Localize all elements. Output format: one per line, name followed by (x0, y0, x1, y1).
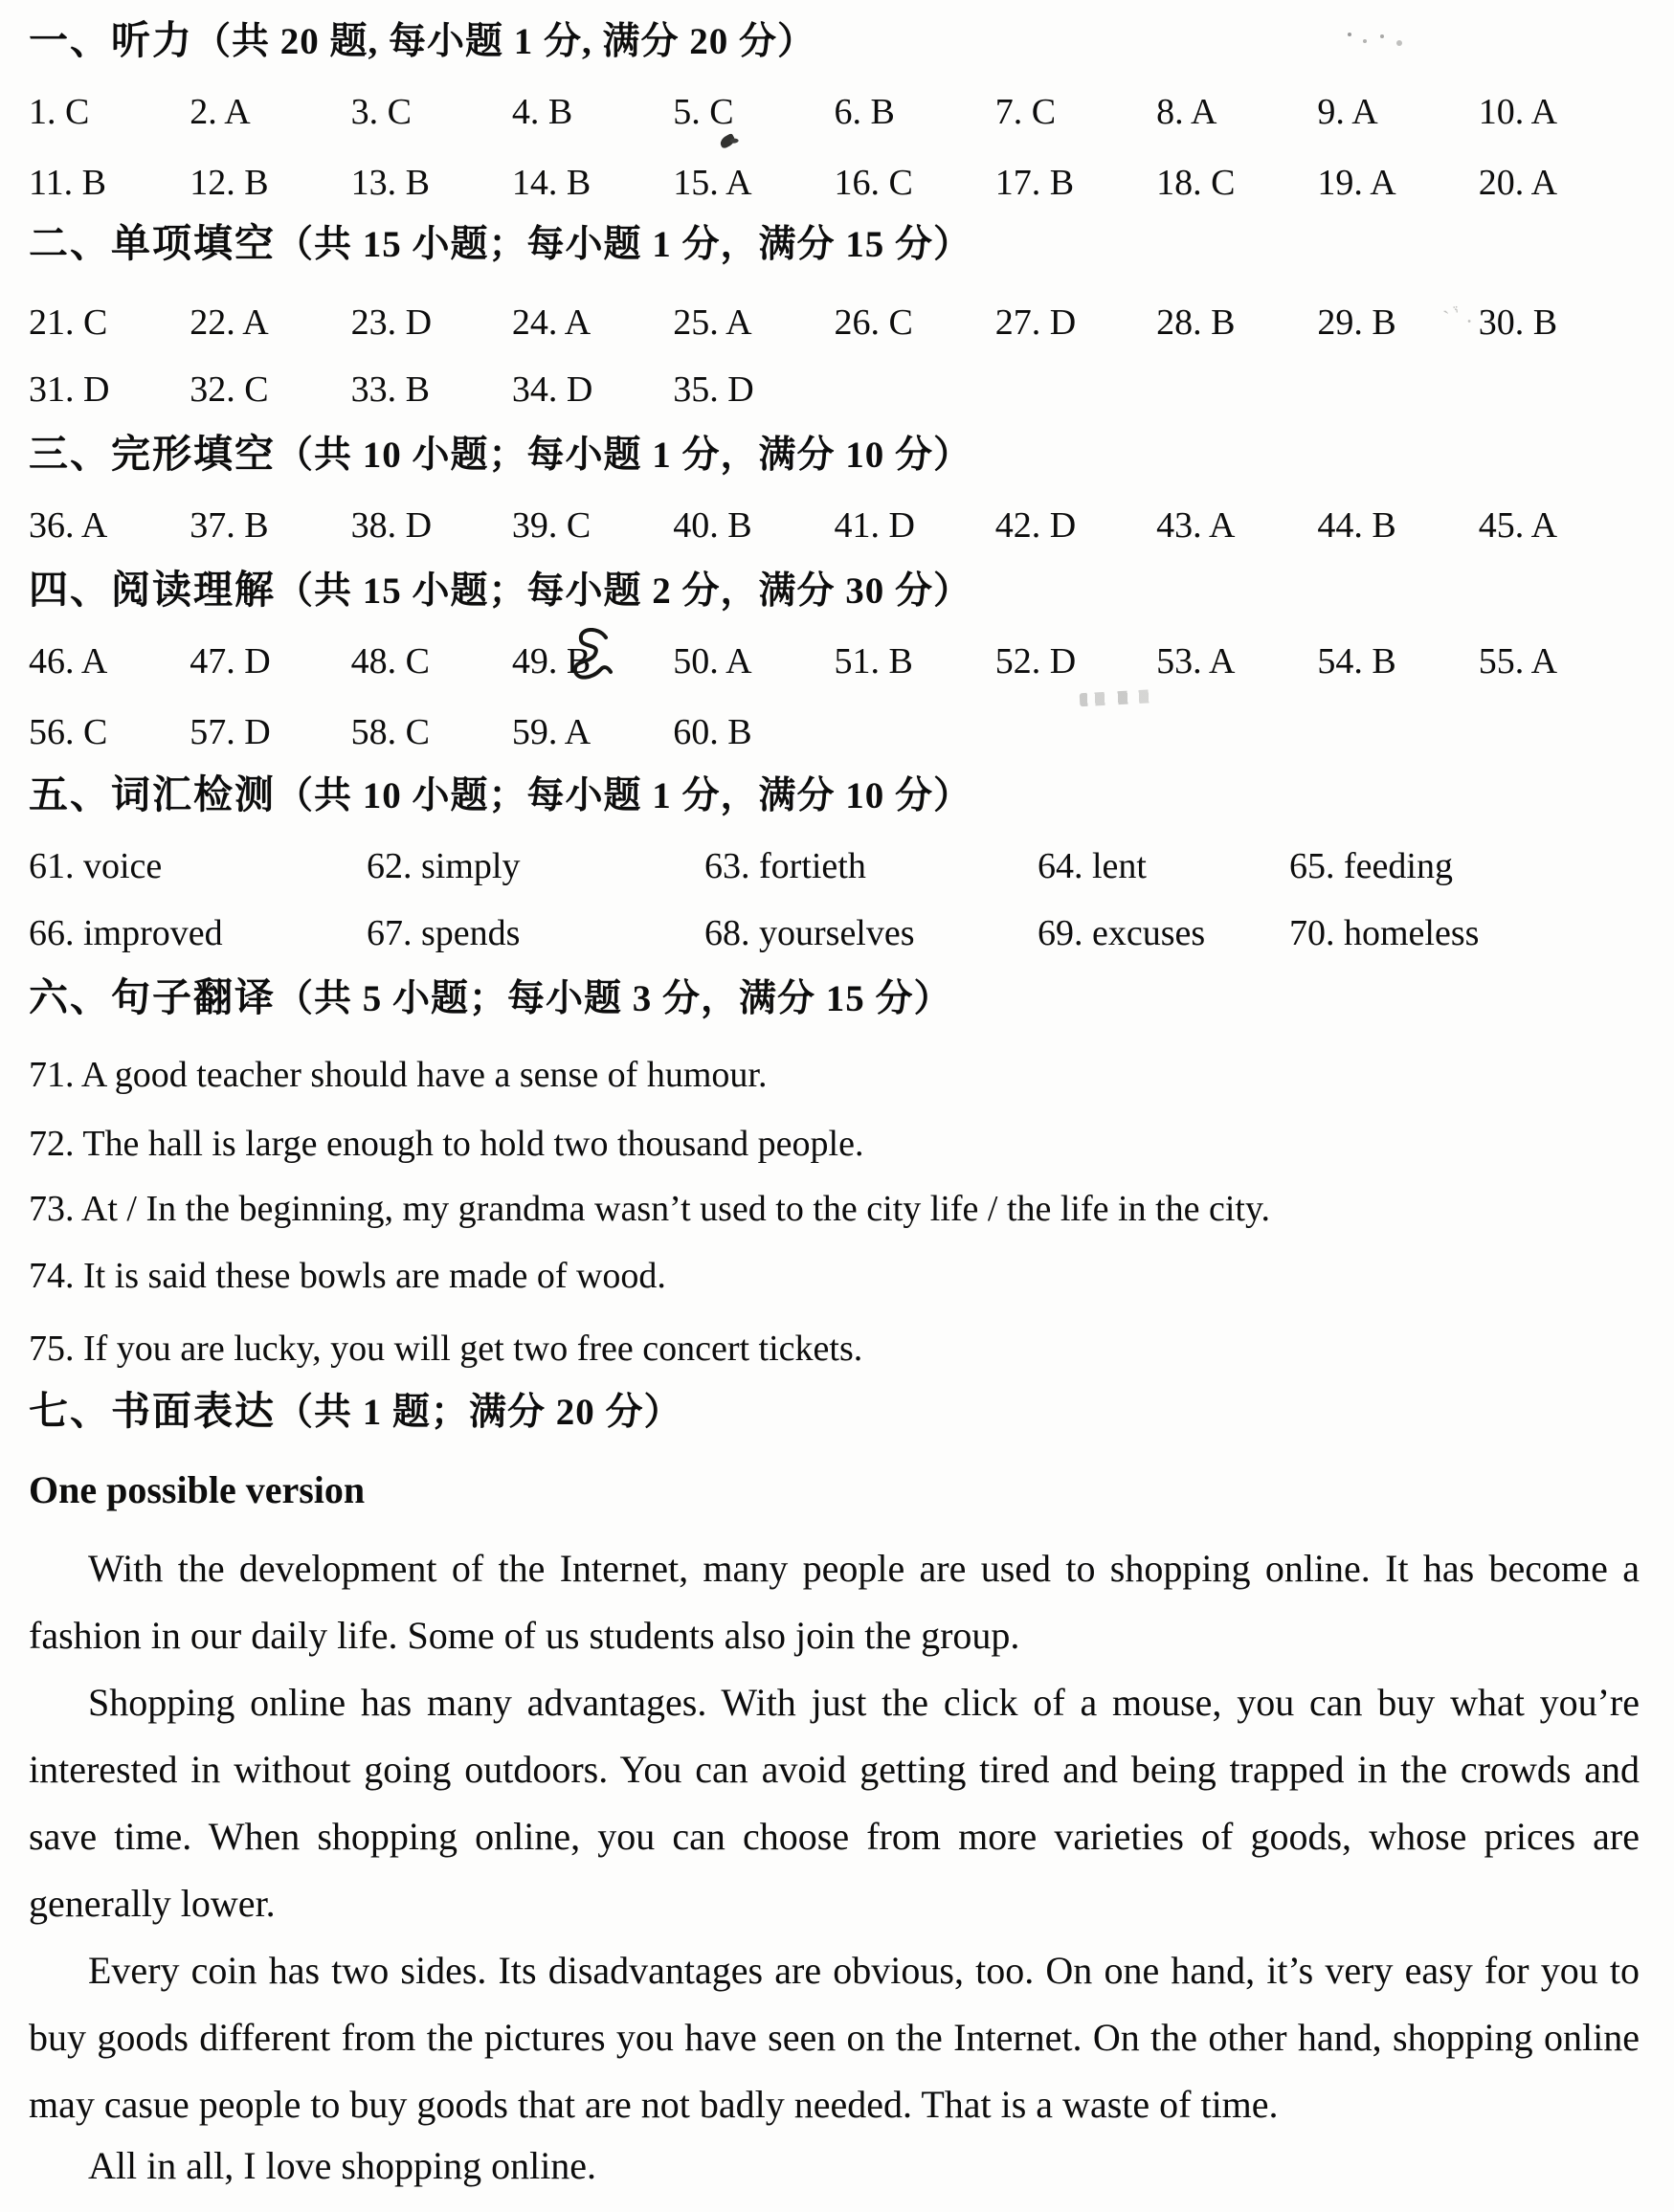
section-heading-reading (29, 565, 1640, 616)
section-meta: （共 1 题；满分 20 分） (276, 1392, 682, 1433)
answer-item: 20. A (1478, 163, 1558, 203)
answer-item: 66. improved (29, 913, 223, 953)
section-meta: （共 15 小题；每小题 1 分，满分 15 分） (276, 224, 972, 265)
answer-item: 13. B (350, 163, 430, 203)
answer-item: 61. voice (29, 846, 163, 886)
answer-item: 2. A (190, 92, 251, 132)
model-version-label: One possible version (29, 1468, 366, 1511)
answer-item: 39. C (511, 505, 591, 546)
answer-item: 31. D (29, 369, 110, 410)
answer-item: 67. spends (367, 913, 521, 953)
answer-item: 14. B (511, 163, 591, 203)
answer-item: 24. A (511, 302, 591, 343)
section-meta: （共 20 题, 每小题 1 分, 满分 20 分） (193, 21, 816, 62)
answer-item: 45. A (1478, 505, 1558, 546)
answer-item: 60. B (673, 712, 752, 752)
answer-row-11-20 (29, 161, 1640, 205)
translation-sentence-75: 75. If you are lucky, you will get two free concert tickets. (29, 1329, 863, 1369)
answer-item: 27. D (994, 302, 1077, 343)
answer-row-21-30 (29, 301, 1640, 345)
answer-item: 48. C (350, 641, 430, 681)
answer-item: 35. D (673, 369, 754, 410)
answer-item: 54. B (1317, 641, 1396, 681)
answer-row-36-45 (29, 503, 1640, 547)
answer-item: 43. A (1156, 505, 1236, 546)
answer-item: 47. D (190, 641, 271, 681)
answer-item: 28. B (1156, 302, 1236, 343)
answer-item: 34. D (511, 369, 593, 410)
answer-text: 49. B (511, 641, 591, 681)
answer-item: 44. B (1317, 505, 1396, 546)
section-meta: （共 10 小题；每小题 1 分，满分 10 分） (276, 775, 972, 816)
answer-item: 51. B (834, 641, 913, 681)
answer-item: 36. A (29, 505, 108, 546)
answer-item: 38. D (350, 505, 433, 546)
answer-item: 58. C (350, 712, 430, 752)
answer-item: 56. C (29, 712, 108, 752)
answer-item: 68. yourselves (704, 913, 915, 953)
scan-artifact-ink-smudge (718, 133, 736, 149)
section-meta: （共 10 小题；每小题 1 分，满分 10 分） (276, 435, 972, 476)
answer-item: 53. A (1156, 641, 1236, 681)
essay-paragraph-3: Every coin has two sides. Its disadvantages are obvious, too. On one hand, it’s very easy for you to buy goods different from the pictures you have seen on the Internet. On the other hand, shopping online may casue people to buy goods that are not badly needed. That is a waste of time. (29, 1949, 1640, 2126)
answer-item: 8. A (1156, 92, 1217, 132)
answer-item: 32. C (190, 369, 269, 410)
answer-item: 62. simply (367, 846, 521, 886)
answer-item: 7. C (994, 92, 1057, 132)
answer-row-1-10 (29, 90, 1640, 134)
answer-row-46-55 (29, 639, 1640, 683)
answer-item: 15. A (673, 163, 752, 203)
section-title: 六、句子翻译 (29, 975, 276, 1019)
answer-item: 65. feeding (1289, 846, 1453, 886)
answer-item: 19. A (1317, 163, 1396, 203)
answer-item: 52. D (994, 641, 1077, 681)
answer-item: 11. B (29, 163, 106, 203)
answer-row-56-60 (29, 710, 1640, 754)
section-title: 七、书面表达 (29, 1389, 276, 1433)
section-title: 一、听力 (29, 18, 193, 62)
answer-item: 23. D (350, 302, 433, 343)
answer-item: 46. A (29, 641, 108, 681)
answer-item: 1. C (29, 92, 90, 132)
answer-row-31-35 (29, 368, 1640, 412)
answer-item: 30. B (1478, 302, 1558, 343)
translation-sentence-71: 71. A good teacher should have a sense of humour. (29, 1055, 768, 1095)
section-title: 二、单项填空 (29, 221, 276, 265)
scan-artifact-pencil-ticks: `ˈ֒․ (1441, 302, 1478, 331)
answer-item: 5. C (673, 92, 734, 132)
answer-item: 42. D (994, 505, 1077, 546)
answer-item: 12. B (190, 163, 269, 203)
translation-sentence-72: 72. The hall is large enough to hold two thousand people. (29, 1124, 864, 1164)
section-heading-writing (29, 1386, 1640, 1438)
answer-item: 50. A (673, 641, 752, 681)
answer-item: 21. C (29, 302, 108, 343)
answer-item: 40. B (673, 505, 752, 546)
section-meta: （共 5 小题；每小题 3 分，满分 15 分） (276, 978, 952, 1019)
essay-paragraph-2: Shopping online has many advantages. With just the click of a mouse, you can buy what you’re interested in without going outdoors. You can avoid getting tired and being trapped in the crowds and save time. When shopping online, you can choose from more varieties of goods, whose prices are generally lower. (29, 1681, 1640, 1925)
essay-paragraph-1: With the development of the Internet, many people are used to shopping online. It has become a fashion in our daily life. Some of us students also join the group. (29, 1547, 1640, 1657)
model-essay (29, 1535, 1640, 2200)
answer-item: 70. homeless (1289, 913, 1480, 953)
answer-item: 22. A (190, 302, 269, 343)
section-meta: （共 15 小题；每小题 2 分，满分 30 分） (276, 570, 972, 612)
answer-item-49 (512, 639, 673, 683)
answer-item: 25. A (673, 302, 752, 343)
answer-item: 9. A (1317, 92, 1378, 132)
answer-item: 3. C (350, 92, 412, 132)
answer-item: 57. D (190, 712, 271, 752)
answer-item: 41. D (834, 505, 915, 546)
answer-item: 55. A (1478, 641, 1558, 681)
section-title: 四、阅读理解 (29, 568, 276, 612)
section-heading-listening (29, 15, 1640, 67)
answer-item: 18. C (1156, 163, 1236, 203)
answer-item: 6. B (834, 92, 895, 132)
section-heading-vocabulary (29, 770, 1640, 821)
section-title: 三、完形填空 (29, 432, 276, 476)
answer-item: 10. A (1478, 92, 1558, 132)
answer-item: 59. A (511, 712, 591, 752)
answer-item: 17. B (994, 163, 1075, 203)
answer-item: 37. B (190, 505, 269, 546)
section-title: 五、词汇检测 (29, 772, 276, 816)
translation-sentence-73: 73. At / In the beginning, my grandma wasn’t used to the city life / the life in the city. (29, 1189, 1271, 1229)
answer-item: 63. fortieth (704, 846, 866, 886)
answer-item: 33. B (350, 369, 430, 410)
answer-item: 64. lent (1038, 846, 1147, 886)
answer-item: 16. C (834, 163, 913, 203)
section-heading-cloze (29, 429, 1640, 480)
answer-item: 29. B (1317, 302, 1396, 343)
answer-item: 69. excuses (1038, 913, 1206, 953)
scan-artifact-pencil-marks (1080, 689, 1163, 706)
answer-row-61-65 (29, 844, 1640, 888)
translation-sentence-74: 74. It is said these bowls are made of wood. (29, 1256, 666, 1296)
answer-item: 26. C (834, 302, 913, 343)
essay-paragraph-4: All in all, I love shopping online. (88, 2144, 597, 2187)
answer-row-66-70 (29, 911, 1640, 955)
section-heading-translation (29, 972, 1640, 1024)
section-heading-single-choice (29, 218, 1640, 270)
answer-item: 4. B (511, 92, 573, 132)
